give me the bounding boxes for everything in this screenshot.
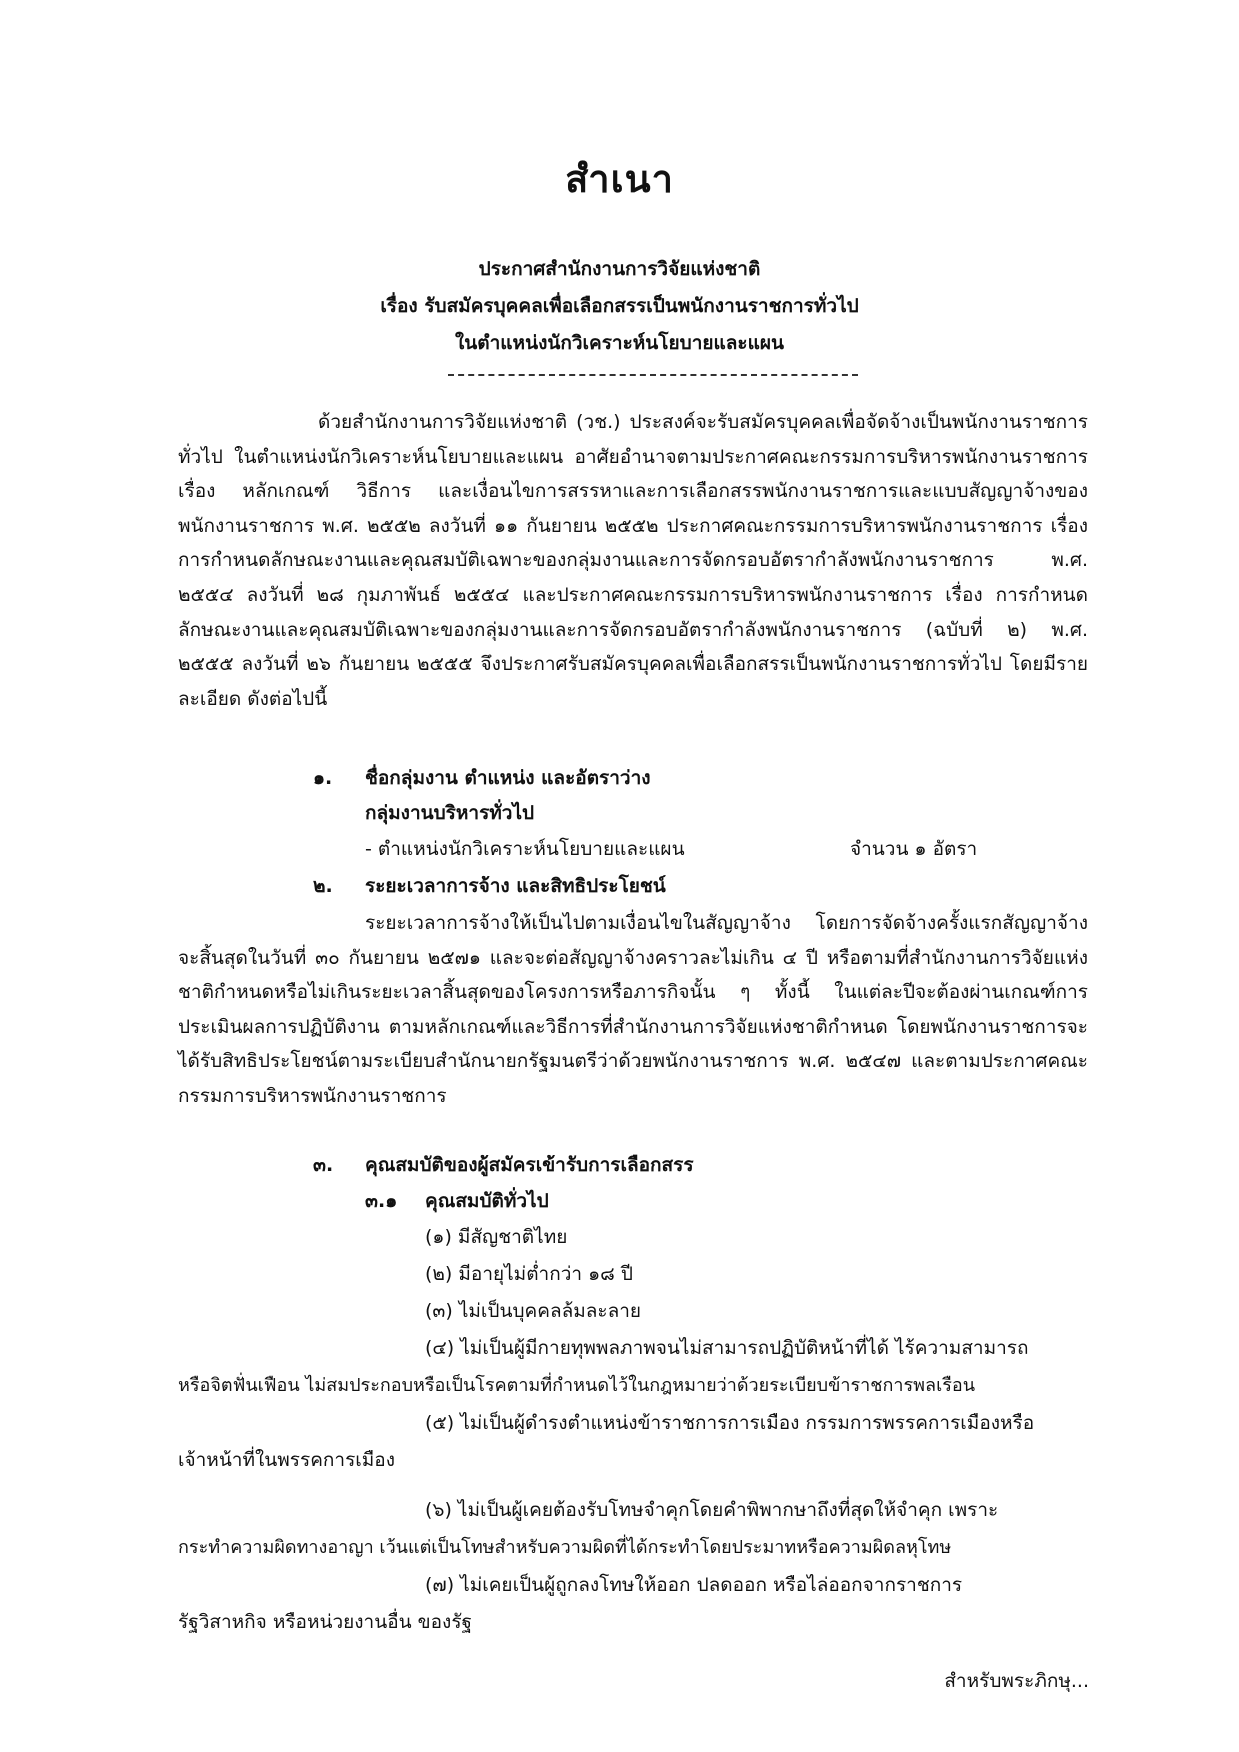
section3-1-number: ๓.๑	[365, 1190, 398, 1212]
section1-number: ๑.	[313, 767, 333, 789]
copy-stamp-heading: สำเนา	[565, 157, 674, 201]
section1-position: - ตำแหน่งนักวิเคราะห์นโยบายและแผน	[365, 838, 685, 860]
announcement-subject: เรื่อง รับสมัครบุคคลเพื่อเลือกสรรเป็นพนักงานราชการทั่วไป	[380, 295, 859, 317]
section1-subheading: กลุ่มงานบริหารทั่วไป	[365, 802, 535, 824]
intro-paragraph	[178, 405, 1088, 716]
intro-text: ด้วยสำนักงานการวิจัยแห่งชาติ (วช.) ประสงค์จะรับสมัครบุคคลเพื่อจัดจ้างเป็นพนักงานราชการทั่วไป ในตำแหน่งนักวิเคราะห์นโยบายและแผน อาศัยอำนาจตามประกาศคณะกรรมการบริหารพนักงานราชการ เรื่อง หลักเกณฑ์ วิธีการ และเงื่อนไขการสรรหาและการเลือกสรรพนักงานราชการและแบบสัญญาจ้างของพนักงานราชการ พ.ศ. ๒๕๕๒ ลงวันที่ ๑๑ กันยายน ๒๕๕๒ ประกาศคณะกรรมการบริหารพนักงานราชการ เรื่อง การกำหนดลักษณะงานและคุณสมบัติเฉพาะของกลุ่มงานและการจัดกรอบอัตรากำลังพนักงานราชการ พ.ศ. ๒๕๕๔ ลงวันที่ ๒๘ กุมภาพันธ์ ๒๕๕๔ และประกาศคณะกรรมการบริหารพนักงานราชการ เรื่อง การกำหนดลักษณะงานและคุณสมบัติเฉพาะของกลุ่มงานและการจัดกรอบอัตรากำลังพนักงานราชการ (ฉบับที่ ๒) พ.ศ. ๒๕๕๕ ลงวันที่ ๒๖ กันยายน ๒๕๕๕ จึงประกาศรับสมัครบุคคลเพื่อเลือกสรรเป็นพนักงานราชการทั่วไป โดยมีรายละเอียด ดังต่อไปนี้	[178, 411, 1088, 710]
section2-heading: ระยะเวลาการจ้าง และสิทธิประโยชน์	[365, 875, 666, 897]
qualification-item-7-line1: (๗) ไม่เคยเป็นผู้ถูกลงโทษให้ออก ปลดออก หรือไล่ออกจากราชการ	[425, 1574, 963, 1596]
qualification-item-2: (๒) มีอายุไม่ต่ำกว่า ๑๘ ปี	[425, 1263, 633, 1285]
section3-number: ๓.	[313, 1154, 334, 1176]
qualification-item-3: (๓) ไม่เป็นบุคคลล้มละลาย	[425, 1300, 642, 1322]
qualification-item-1: (๑) มีสัญชาติไทย	[425, 1226, 568, 1248]
continued-note: สำหรับพระภิกษุ...	[944, 1670, 1089, 1692]
qualification-item-5-line1: (๕) ไม่เป็นผู้ดำรงตำแหน่งข้าราชการการเมือง กรรมการพรรคการเมืองหรือ	[425, 1412, 1035, 1434]
section2-number: ๒.	[313, 875, 333, 897]
qualification-item-7-line2: รัฐวิสาหกิจ หรือหน่วยงานอื่น ของรัฐ	[178, 1611, 473, 1633]
qualification-item-5-line2: เจ้าหน้าที่ในพรรคการเมือง	[178, 1449, 395, 1471]
qualification-item-6-line1: (๖) ไม่เป็นผู้เคยต้องรับโทษจำคุกโดยคำพิพากษาถึงที่สุดให้จำคุก เพราะ	[425, 1499, 999, 1521]
qualification-item-4-line2: หรือจิตฟั่นเฟือน ไม่สมประกอบหรือเป็นโรคตามที่กำหนดไว้ในกฎหมายว่าด้วยระเบียบข้าราชการพลเรือน	[178, 1375, 976, 1396]
section1-heading: ชื่อกลุ่มงาน ตำแหน่ง และอัตราว่าง	[365, 767, 651, 789]
announcement-title: ประกาศสำนักงานการวิจัยแห่งชาติ	[478, 258, 761, 280]
section3-1-heading: คุณสมบัติทั่วไป	[425, 1190, 549, 1212]
section3-heading: คุณสมบัติของผู้สมัครเข้ารับการเลือกสรร	[365, 1154, 694, 1176]
title-divider	[448, 374, 858, 376]
qualification-item-6-line2: กระทำความผิดทางอาญา เว้นแต่เป็นโทษสำหรับความผิดที่ได้กระทำโดยประมาทหรือความผิดลหุโทษ	[178, 1537, 952, 1558]
section2-paragraph	[178, 906, 1088, 1114]
section2-body: ระยะเวลาการจ้างให้เป็นไปตามเงื่อนไขในสัญญาจ้าง โดยการจัดจ้างครั้งแรกสัญญาจ้างจะสิ้นสุดในวันที่ ๓๐ กันยายน ๒๕๗๑ และจะต่อสัญญาจ้างคราวละไม่เกิน ๔ ปี หรือตามที่สำนักงานการวิจัยแห่งชาติกำหนดหรือไม่เกินระยะเวลาสิ้นสุดของโครงการหรือภารกิจนั้น ๆ ทั้งนี้ ในแต่ละปีจะต้องผ่านเกณฑ์การประเมินผลการปฏิบัติงาน ตามหลักเกณฑ์และวิธีการที่สำนักงานการวิจัยแห่งชาติกำหนด โดยพนักงานราชการจะได้รับสิทธิประโยชน์ตามระเบียบสำนักนายกรัฐมนตรีว่าด้วยพนักงานราชการ พ.ศ. ๒๕๔๗ และตามประกาศคณะกรรมการบริหารพนักงานราชการ	[178, 912, 1088, 1107]
section1-count: จำนวน ๑ อัตรา	[850, 838, 978, 860]
qualification-item-4-line1: (๔) ไม่เป็นผู้มีกายทุพพลภาพจนไม่สามารถปฏิบัติหน้าที่ได้ ไร้ความสามารถ	[425, 1337, 1029, 1359]
announcement-position: ในตำแหน่งนักวิเคราะห์นโยบายและแผน	[455, 332, 784, 354]
